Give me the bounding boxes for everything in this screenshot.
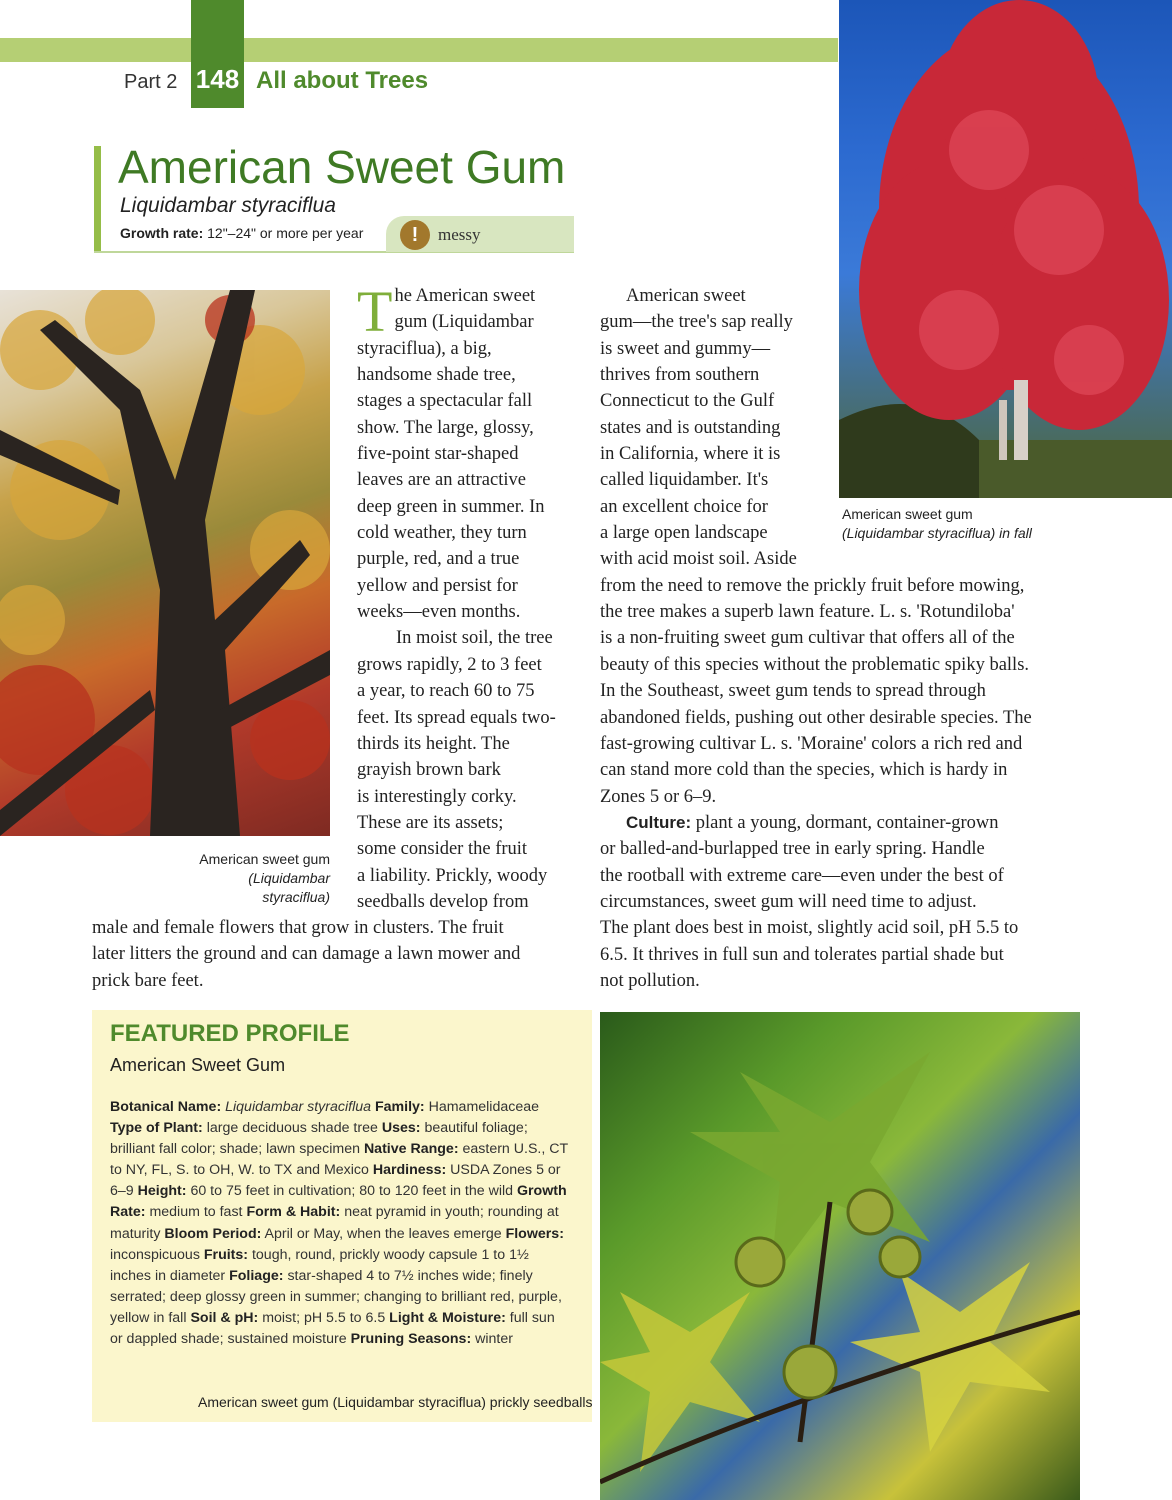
profile-field-label: Fruits: [203, 1246, 249, 1263]
profile-field-label: Bloom Period: [164, 1225, 262, 1242]
body-line: grows rapidly, 2 to 3 feet [357, 654, 542, 675]
body-line: the rootball with extreme care—even under the best of [600, 865, 1004, 886]
body-column-2 [600, 283, 1032, 994]
profile-field-value: Hamamelidaceae [428, 1099, 539, 1115]
chapter-title: All about Trees [256, 67, 429, 94]
profile-field-label: Native Range: [363, 1141, 459, 1158]
body-line: In the Southeast, sweet gum tends to spread through [600, 681, 986, 702]
body-line: thirds its height. The [357, 733, 510, 754]
body-line: The plant does best in moist, slightly acid soil, pH 5.5 to [600, 918, 1019, 939]
growth-rate [120, 225, 363, 241]
drop-cap: T [357, 279, 393, 344]
body-line: a large open landscape [600, 523, 768, 544]
caption-trunk-latin: (Liquidambar styraciflua) [248, 870, 330, 905]
trait-tag-label: messy [438, 225, 481, 244]
body-line: is interestingly corky. [357, 786, 517, 807]
profile-field-label: Form & Habit: [246, 1204, 341, 1221]
profile-field-label: Family: [374, 1099, 425, 1115]
profile-field-label: Hardiness: [372, 1162, 447, 1179]
profile-field-value: full sun or dappled shade; sustained moisture [110, 1309, 555, 1348]
profile-field-value: large deciduous shade tree [206, 1120, 378, 1137]
body-line: fast-growing cultivar L. s. 'Moraine' colors a rich red and [600, 733, 1023, 754]
entry-title: American Sweet Gum [118, 141, 566, 193]
entry-latin-name: Liquidambar styraciflua [120, 194, 336, 217]
body-line: These are its assets; [357, 812, 504, 833]
body-line: cold weather, they turn [357, 523, 527, 544]
profile-field-value: eastern U.S., CT to NY, FL, S. to OH, W. to TX and Mexico [110, 1141, 568, 1179]
body-line: he American sweet [394, 286, 536, 306]
profile-field-label: Pruning Seasons: [350, 1331, 472, 1348]
page-number: 148 [195, 64, 240, 94]
body-line: from the need to remove the prickly fruit before mowing, [600, 575, 1025, 596]
body-line: not pollution. [600, 970, 700, 991]
caption-fall-common: American sweet gum [842, 506, 973, 522]
photo-seedballs [600, 1012, 1080, 1500]
part-label: Part 2 [124, 71, 178, 93]
body-line: In moist soil, the tree [396, 628, 553, 649]
growth-rate-value: 12"–24" or more per year [207, 225, 364, 241]
title-accent-bar [94, 146, 101, 252]
tree-trunk-illustration [0, 290, 330, 836]
profile-field-label: Flowers: [505, 1225, 564, 1242]
profile-field-label: Growth Rate: [110, 1183, 567, 1221]
body-line: leaves are an attractive [357, 470, 526, 491]
body-line: gum (Liquidambar [394, 312, 534, 333]
body-line: later litters the ground and can damage a lawn mower and [92, 944, 521, 965]
profile-field-value: star-shaped 4 to 7½ inches wide; finely serrated; deep glossy green in summer; changing to brilliant red, purple, yellow in fall [110, 1267, 562, 1326]
body-line: states and is outstanding [600, 417, 781, 438]
body-line: handsome shade tree, [357, 365, 516, 386]
profile-field-value: USDA Zones 5 or 6–9 [110, 1162, 561, 1200]
culture-paragraph-start [600, 810, 1032, 836]
profile-field-value: beautiful foliage; brilliant fall color; shade; lawn specimen [110, 1120, 528, 1158]
body-line: yellow and persist for [357, 575, 518, 596]
body-line: some consider the fruit [357, 839, 528, 860]
profile-field-value: moist; pH 5.5 to 6.5 [262, 1309, 386, 1326]
profile-field-value: Liquidambar styraciflua [225, 1099, 372, 1115]
body-line: beauty of this species without the problematic spiky balls. [600, 654, 1030, 675]
caption-trunk-common: American sweet gum [199, 851, 330, 867]
body-line: purple, red, and a true [357, 549, 520, 570]
body-line: abandoned fields, pushing out other desirable species. The [600, 707, 1032, 728]
profile-field-label: Type of Plant: [110, 1120, 203, 1137]
caption-fall-latin: (Liquidambar styraciflua) in fall [842, 525, 1032, 541]
body-line: called liquidamber. It's [600, 470, 769, 491]
body-line: in California, where it is [600, 444, 781, 465]
growth-rate-label: Growth rate: [120, 225, 204, 241]
photo-trunk [0, 290, 330, 836]
body-line: plant a young, dormant, container-grown [691, 812, 999, 833]
featured-profile-fields [110, 1097, 570, 1350]
body-line: American sweet [626, 286, 746, 306]
body-line: thrives from southern [600, 365, 760, 386]
body-column-1-continued [92, 915, 520, 994]
profile-field-value: medium to fast [149, 1204, 243, 1221]
body-line: a liability. Prickly, woody [357, 865, 548, 886]
body-line: feet. Its spread equals two- [357, 707, 556, 728]
body-line: weeks—even months. [357, 602, 521, 623]
profile-field-value: 60 to 75 feet in cultivation; 80 to 120 feet in the wild [190, 1183, 514, 1200]
profile-field-label: Height: [137, 1183, 187, 1200]
body-line: gum—the tree's sap really [600, 312, 793, 333]
profile-field-value: winter [475, 1331, 513, 1348]
body-line: seedballs develop from [357, 891, 529, 912]
body-line: the tree makes a superb lawn feature. L. s. 'Rotundiloba' [600, 602, 1015, 623]
profile-field-value: April or May, when the leaves emerge [264, 1225, 502, 1242]
body-line: 6.5. It thrives in full sun and tolerates partial shade but [600, 944, 1004, 965]
profile-field-value: tough, round, prickly woody capsule 1 to 1½ inches in diameter [110, 1246, 529, 1284]
body-line: male and female flowers that grow in clusters. The fruit [92, 918, 504, 938]
body-line: Zones 5 or 6–9. [600, 786, 717, 807]
body-line: with acid moist soil. Aside [600, 549, 797, 570]
body-line: five-point star-shaped [357, 444, 519, 465]
profile-field-label: Botanical Name: [110, 1099, 222, 1115]
body-line: a year, to reach 60 to 75 [357, 681, 535, 702]
profile-field-value: inconspicuous [110, 1246, 200, 1263]
profile-field-label: Light & Moisture: [389, 1309, 506, 1326]
body-line: can stand more cold than the species, which is hardy in [600, 760, 1008, 781]
caption-seedballs: American sweet gum (Liquidambar styraciflua) prickly seedballs [198, 1394, 593, 1410]
body-line: stages a spectacular fall [357, 391, 533, 412]
body-line: Connecticut to the Gulf [600, 391, 775, 412]
body-line: deep green in summer. In [357, 496, 545, 517]
body-line: is sweet and gummy— [600, 338, 771, 359]
header-band [0, 38, 838, 62]
culture-label: Culture: [626, 812, 692, 832]
body-line: grayish brown bark [357, 760, 501, 781]
body-line: show. The large, glossy, [357, 417, 534, 438]
seedballs-illustration [600, 1012, 1080, 1500]
body-line: circumstances, sweet gum will need time to adjust. [600, 891, 977, 912]
body-line: styraciflua), a big, [357, 338, 492, 359]
exclamation-icon: ! [400, 220, 430, 250]
body-line: prick bare feet. [92, 970, 204, 991]
caption-trunk [182, 850, 330, 907]
featured-profile-heading: FEATURED PROFILE [110, 1020, 350, 1047]
body-column-1 [357, 279, 556, 915]
body-line: or balled-and-burlapped tree in early spring. Handle [600, 839, 985, 860]
body-line: an excellent choice for [600, 496, 768, 517]
featured-profile-name: American Sweet Gum [110, 1055, 286, 1075]
profile-field-label: Foliage: [229, 1267, 284, 1284]
profile-field-label: Soil & pH: [190, 1309, 259, 1326]
profile-field-value: neat pyramid in youth; rounding at maturity [110, 1204, 559, 1242]
body-line: is a non-fruiting sweet gum cultivar that offers all of the [600, 628, 1015, 649]
profile-field-label: Uses: [381, 1120, 421, 1137]
